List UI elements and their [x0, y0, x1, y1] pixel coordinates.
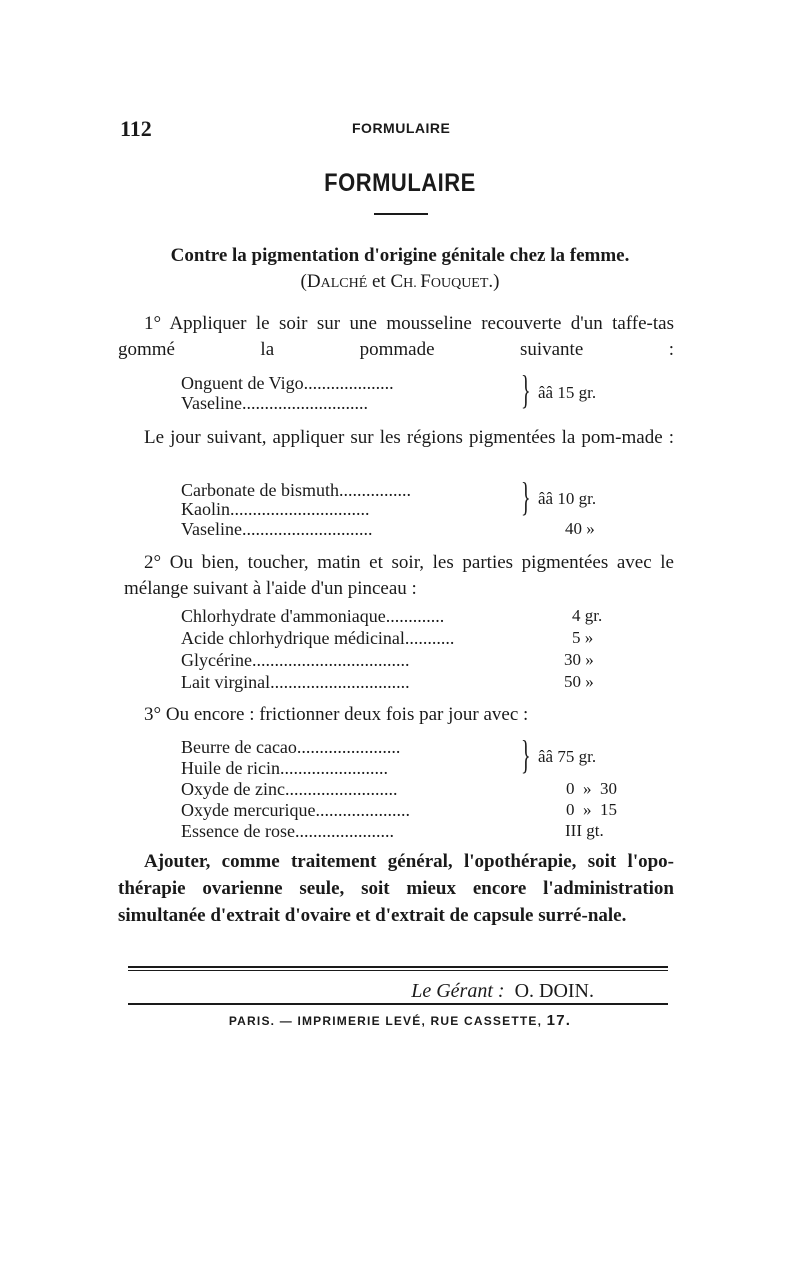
list2-quantity: 40 »: [565, 519, 595, 538]
list4-shared-quantity: ââ 75 gr.: [538, 747, 597, 766]
paragraph-2: Le jour suivant, appliquer sur les régions pigmentées la pom-made :: [144, 427, 674, 448]
paragraph-1: 1° Appliquer le soir sur une mousseline recouverte d'un taffe-tas gommé la pommade suivante :: [118, 313, 674, 360]
list2-item: Carbonate de bismuth................: [181, 480, 411, 500]
list4-item: Oxyde mercurique.....................: [181, 800, 410, 820]
footer-rule-bottom: [128, 1003, 668, 1005]
list4-quantity: 0 » 30: [566, 779, 617, 798]
list4-item: Oxyde de zinc.........................: [181, 779, 398, 799]
list4-quantity: III gt.: [565, 821, 604, 840]
list1-quantity: ââ 15 gr.: [538, 383, 597, 402]
list2-item: Kaolin...............................: [181, 499, 370, 519]
footer-rule-top: [128, 966, 668, 968]
title-rule: [374, 213, 428, 215]
list3-quantity: 4 gr.: [572, 606, 603, 625]
page-title: FORMULAIRE: [324, 168, 476, 197]
paragraph-3: 2° Ou bien, toucher, matin et soir, les parties pigmentées avec le mélange suivant à l'aide d'un pinceau :: [124, 552, 674, 599]
list3-quantity: 5 »: [572, 628, 594, 647]
list3-item: Lait virginal...............................: [181, 672, 410, 692]
brace-symbol: }: [521, 732, 531, 777]
footer-rule-top-thin: [128, 970, 668, 971]
list3-quantity: 50 »: [564, 672, 594, 691]
recipe-authors: (DALCHÉ et CH. FOUQUET.): [300, 271, 500, 292]
paragraph-4: 3° Ou encore : frictionner deux fois par jour avec :: [144, 704, 529, 725]
list4-quantity: 0 » 15: [566, 800, 617, 819]
list3-item: Acide chlorhydrique médicinal...........: [181, 628, 455, 648]
paragraph-5: Ajouter, comme traitement général, l'opothérapie, soit l'opo-thérapie ovarienne seule, soit mieux encore l'administration simultanée d'extrait d'ovaire et d'extrait de capsule surré-nale.: [118, 851, 674, 926]
list4-item: Beurre de cacao.......................: [181, 737, 401, 757]
list1-item: Vaseline............................: [181, 393, 368, 413]
gerant-line: Le Gérant : O. DOIN.: [411, 980, 594, 1002]
list3-item: Glycérine...................................: [181, 650, 410, 670]
list3-quantity: 30 »: [564, 650, 594, 669]
list4-item: Huile de ricin........................: [181, 758, 388, 778]
list3-item: Chlorhydrate d'ammoniaque.............: [181, 606, 445, 626]
list2-item: Vaseline.............................: [181, 519, 373, 539]
running-title: FORMULAIRE: [352, 120, 451, 136]
page-number: 112: [120, 116, 152, 141]
list1-item: Onguent de Vigo....................: [181, 373, 394, 393]
recipe-subtitle: Contre la pigmentation d'origine génitale chez la femme.: [170, 245, 630, 266]
brace-symbol: }: [521, 367, 531, 412]
list2-shared-quantity: ââ 10 gr.: [538, 489, 597, 508]
imprint-line: PARIS. — IMPRIMERIE LEVÉ, RUE CASSETTE, 17.: [228, 1012, 572, 1029]
brace-symbol: }: [521, 474, 531, 519]
list4-item: Essence de rose......................: [181, 821, 394, 841]
